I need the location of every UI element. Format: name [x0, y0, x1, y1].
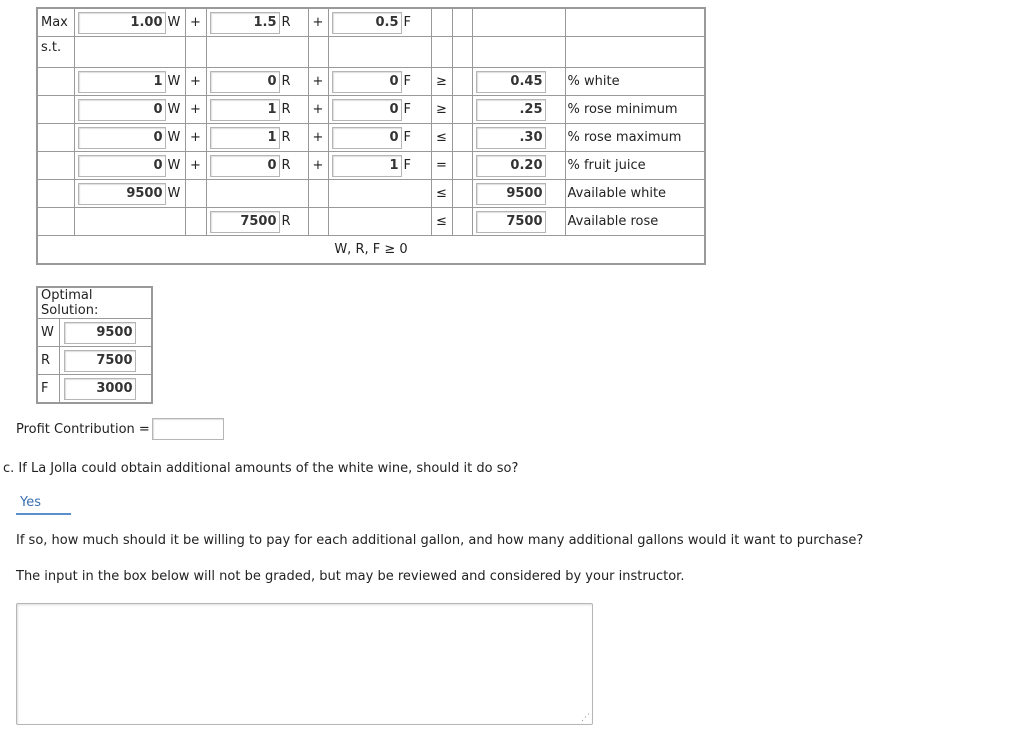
plus-operator: +: [308, 96, 328, 124]
constraint-w-coef-input[interactable]: 0: [78, 127, 166, 149]
constraint-f-coef-input[interactable]: 0: [332, 127, 402, 149]
optimal-var-label: R: [37, 347, 59, 375]
constraint-rhs-input[interactable]: 0.20: [476, 155, 546, 177]
optimal-solution-title: Optimal Solution:: [37, 287, 152, 319]
constraints-label-row: [37, 37, 705, 68]
objective-row: [37, 8, 705, 37]
nonnegativity-row: [37, 236, 705, 265]
constraint-description: Available white: [565, 180, 705, 208]
relation-operator: ≤: [431, 124, 452, 152]
nonnegativity-constraint: W, R, F ≥ 0: [37, 236, 705, 265]
resize-handle-icon[interactable]: ⋰: [581, 713, 590, 723]
var-label: R: [281, 15, 291, 30]
relation-operator: ≥: [431, 68, 452, 96]
constraint-w-coef-input[interactable]: 0: [78, 155, 166, 177]
answer-dropdown[interactable]: Yes: [16, 495, 71, 515]
plus-operator: +: [308, 8, 328, 37]
constraint-description: % white: [565, 68, 705, 96]
var-label: F: [403, 102, 411, 117]
constraint-rhs-input[interactable]: .30: [476, 127, 546, 149]
plus-operator: +: [185, 152, 206, 180]
constraint-r-coef-input[interactable]: 0: [210, 71, 280, 93]
available-white-rhs-input[interactable]: 9500: [476, 183, 546, 205]
constraint-description: Available rose: [565, 208, 705, 236]
constraints-label: s.t.: [37, 37, 74, 68]
var-label: R: [281, 130, 291, 145]
optimal-row: [37, 375, 152, 404]
constraint-row: [37, 68, 705, 96]
plus-operator: +: [308, 124, 328, 152]
objective-r-coef-input[interactable]: 1.5: [210, 12, 280, 34]
plus-operator: +: [185, 68, 206, 96]
relation-operator: =: [431, 152, 452, 180]
constraint-r-coef-input[interactable]: 1: [210, 99, 280, 121]
constraint-row: [37, 96, 705, 124]
constraint-r-coef-input[interactable]: 0: [210, 155, 280, 177]
constraint-description: % rose maximum: [565, 124, 705, 152]
optimal-var-label: W: [37, 319, 59, 347]
lp-model-table: [36, 7, 706, 265]
var-label: W: [167, 74, 181, 89]
optimal-value-input[interactable]: 3000: [64, 378, 136, 400]
profit-contribution-row: [16, 418, 224, 440]
optimal-row: [37, 319, 152, 347]
plus-operator: +: [308, 152, 328, 180]
constraint-row: [37, 152, 705, 180]
var-label: F: [403, 130, 411, 145]
var-label: F: [403, 74, 411, 89]
var-label: F: [403, 158, 411, 173]
followup-question-text: If so, how much should it be willing to pay for each additional gallon, and how many additional gallons would it want to purchase?: [16, 533, 864, 548]
optimal-row: [37, 347, 152, 375]
constraint-rhs-input[interactable]: 0.45: [476, 71, 546, 93]
var-label: W: [167, 158, 181, 173]
relation-operator: ≤: [431, 208, 452, 236]
available-white-w-coef-input[interactable]: 9500: [78, 183, 166, 205]
plus-operator: +: [185, 8, 206, 37]
var-label: W: [167, 15, 181, 30]
relation-operator: ≥: [431, 96, 452, 124]
comment-textarea[interactable]: [16, 603, 593, 725]
optimal-var-label: F: [37, 375, 59, 404]
available-rose-row: [37, 208, 705, 236]
constraint-row: [37, 124, 705, 152]
constraint-f-coef-input[interactable]: 0: [332, 99, 402, 121]
objective-f-coef-input[interactable]: 0.5: [332, 12, 402, 34]
profit-contribution-input[interactable]: [152, 418, 224, 440]
var-label: R: [281, 158, 291, 173]
plus-operator: +: [308, 68, 328, 96]
optimal-value-input[interactable]: 7500: [64, 350, 136, 372]
var-label: W: [167, 102, 181, 117]
available-white-row: [37, 180, 705, 208]
constraint-f-coef-input[interactable]: 0: [332, 71, 402, 93]
constraint-description: % fruit juice: [565, 152, 705, 180]
objective-w-coef-input[interactable]: 1.00: [78, 12, 166, 34]
constraint-r-coef-input[interactable]: 1: [210, 127, 280, 149]
var-label: R: [281, 74, 291, 89]
var-label: R: [281, 102, 291, 117]
available-rose-r-coef-input[interactable]: 7500: [210, 211, 280, 233]
var-label: W: [167, 130, 181, 145]
objective-label: Max: [37, 8, 74, 37]
relation-operator: ≤: [431, 180, 452, 208]
optimal-value-input[interactable]: 9500: [64, 322, 136, 344]
constraint-description: % rose minimum: [565, 96, 705, 124]
available-rose-rhs-input[interactable]: 7500: [476, 211, 546, 233]
grading-note-text: The input in the box below will not be graded, but may be reviewed and considered by your instructor.: [16, 569, 685, 584]
question-c-text: c. If La Jolla could obtain additional amounts of the white wine, should it do so?: [3, 461, 519, 476]
var-label: F: [403, 15, 411, 30]
var-label: W: [167, 186, 181, 201]
constraint-w-coef-input[interactable]: 0: [78, 99, 166, 121]
profit-contribution-label: Profit Contribution =: [16, 421, 150, 437]
plus-operator: +: [185, 124, 206, 152]
plus-operator: +: [185, 96, 206, 124]
constraint-w-coef-input[interactable]: 1: [78, 71, 166, 93]
optimal-solution-table: [36, 286, 153, 404]
var-label: R: [281, 214, 291, 229]
constraint-rhs-input[interactable]: .25: [476, 99, 546, 121]
constraint-f-coef-input[interactable]: 1: [332, 155, 402, 177]
